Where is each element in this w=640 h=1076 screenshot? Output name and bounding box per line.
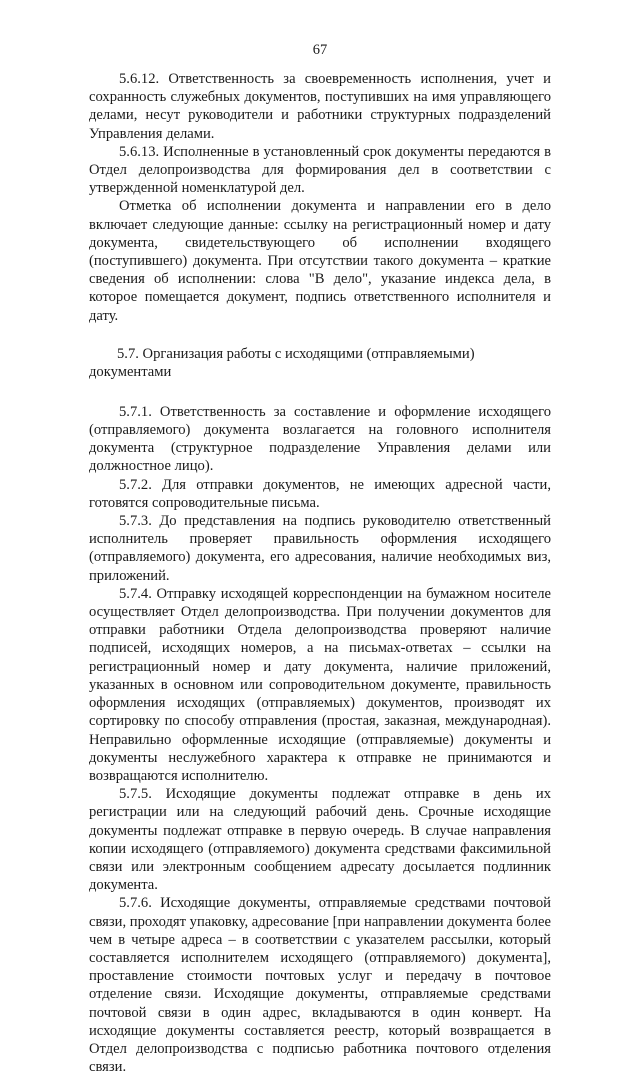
paragraph-5-7-1: 5.7.1. Ответственность за составление и оформление исходящего (отправляемого) документа возлагается на головного исполнителя документа (структурное подразделение Управления делами или должностное лицо). (89, 403, 551, 475)
paragraph-5-7-5: 5.7.5. Исходящие документы подлежат отправке в день их регистрации или на следующий рабочий день. Срочные исходящие документы подлежат отправке в первую очередь. В случае направления копии исходящего (отправляемого) документа средствами факсимильной связи или электронным сообщением адресату досылается подлинник документа. (89, 786, 551, 894)
paragraph-5-7-2: 5.7.2. Для отправки документов, не имеющих адресной части, готовятся сопроводительные письма. (89, 476, 551, 511)
paragraph-5-7-6: 5.7.6. Исходящие документы, отправляемые средствами почтовой связи, проходят упаковку, адресование [при направлении документа более чем в четыре адреса – в соответствии с указателем рассылки, который составляется исполнителем исходящего (отправляемого) документа], проставление стоимости почтовых услуг и передачу в почтовое отделение связи. Исходящие документы, отправляемые средствами почтовой связи в один адрес, вкладываются в один конверт. На исходящие документы составляется реестр, который возвращается в Отдел делопроизводства с подписью работника почтового отделения связи. (89, 895, 551, 1076)
document-body (89, 70, 551, 1076)
page-number: 67 (312, 42, 328, 58)
paragraph-5-7-4: 5.7.4. Отправку исходящей корреспонденции на бумажном носителе осуществляет Отдел делопроизводства. При получении документов для отправки работники Отдела делопроизводства проверяют наличие подписей, исходящих номеров, а на письмах-ответах – ссылки на регистрационный номер и дату документа, наличие приложений, указанных в основном или сопроводительном документе, правильность оформления исходящих (отправляемых) документов, производят их сортировку по способу отправления (простая, заказная, международная). Неправильно оформленные исходящие (отправляемые) документы и документы неслужебного характера к отправке не принимаются и возвращаются исполнителю. (89, 585, 551, 784)
paragraph-execution-mark: Отметка об исполнении документа и направлении его в дело включает следующие данные: ссылку на регистрационный номер и дату документа, свидетельствующего об исполнении входящего (поступившего) документа. При отсутствии такого документа – краткие сведения об исполнении: слова "В дело", указание индекса дела, в которое помещается документ, подпись ответственного исполнителя и дату. (89, 198, 551, 324)
paragraph-5-6-12: 5.6.12. Ответственность за своевременность исполнения, учет и сохранность служебных документов, поступивших на имя управляющего делами, несут руководители и работники структурных подразделений Управления делами. (89, 71, 551, 142)
paragraph-5-7-3: 5.7.3. До представления на подпись руководителю ответственный исполнитель проверяет правильность оформления исходящего (отправляемого) документа, его адресования, наличие необходимых виз, приложений. (89, 513, 551, 584)
section-heading-5-7: 5.7. Организация работы с исходящими (отправляемыми) документами (89, 345, 475, 380)
paragraph-5-6-13: 5.6.13. Исполненные в установленный срок документы передаются в Отдел делопроизводства для формирования дел в соответствии с утвержденной номенклатурой дел. (89, 143, 551, 197)
